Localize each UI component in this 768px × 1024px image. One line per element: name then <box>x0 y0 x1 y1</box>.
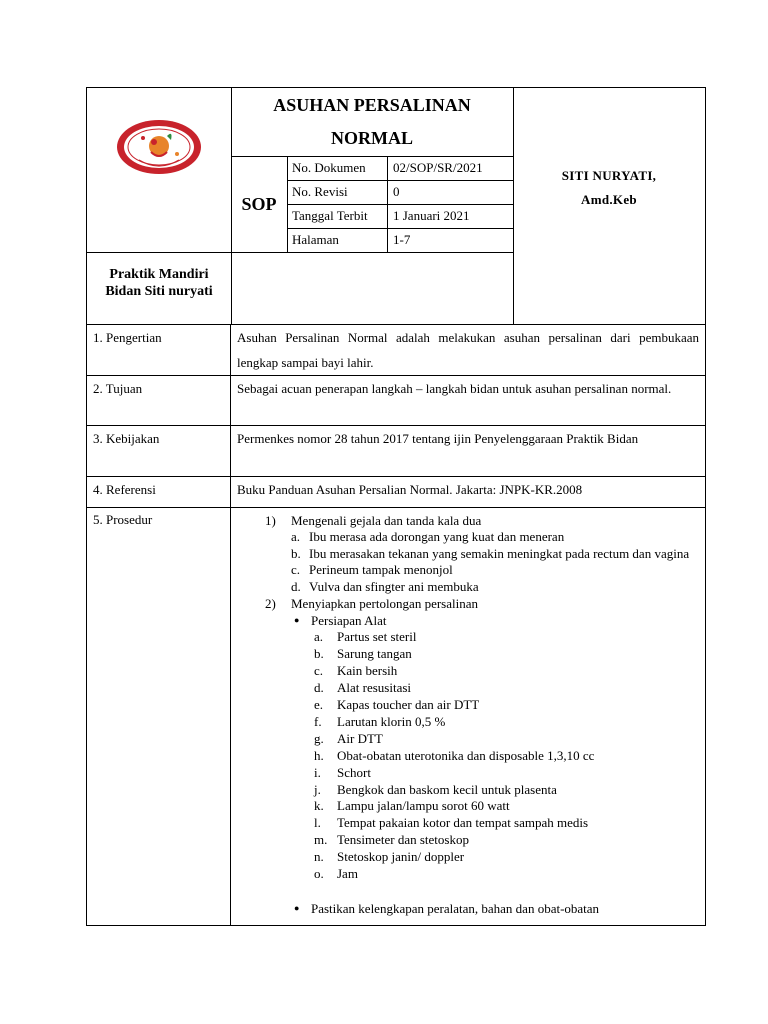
list-item <box>314 697 699 714</box>
meta-row <box>287 156 513 180</box>
item-marker: c. <box>314 663 324 679</box>
item-text: Jam <box>337 866 358 882</box>
list-item <box>314 663 699 680</box>
spacer <box>311 883 699 900</box>
list-item <box>314 764 699 782</box>
procedure-steps <box>237 512 699 917</box>
title-line: ASUHAN PERSALINAN <box>273 95 471 115</box>
item-text: Alat resusitasi <box>337 680 412 696</box>
item-text: Kain bersih <box>337 663 398 679</box>
item-text: Lampu jalan/lampu sorot 60 watt <box>337 798 510 814</box>
list-item <box>314 646 699 663</box>
meta-value: 1 Januari 2021 <box>393 208 470 223</box>
meta-key: No. Revisi <box>292 184 348 199</box>
section-label: 1. Pengertian <box>87 325 231 375</box>
ibi-logo-icon <box>115 118 203 176</box>
list-item <box>314 730 699 748</box>
item-marker: j. <box>314 781 321 797</box>
item-text: Schort <box>337 764 371 780</box>
item-text: Vulva dan sfingter ani membuka <box>309 578 479 594</box>
item-text: Partus set steril <box>337 629 417 645</box>
meta-row <box>287 180 513 204</box>
procedure-content <box>231 508 705 925</box>
meta-key: Tanggal Terbit <box>292 208 368 223</box>
step-number: 2) <box>265 596 276 612</box>
list-item <box>314 798 699 815</box>
section-label: 4. Referensi <box>87 477 231 507</box>
item-marker: o. <box>314 866 324 882</box>
item-text: Stetoskop janin/ doppler <box>337 849 465 865</box>
bullet-item <box>294 612 699 900</box>
section-label: 3. Kebijakan <box>87 426 231 476</box>
sop-document <box>86 87 706 926</box>
meta-key: Halaman <box>292 232 339 247</box>
item-text: Ibu merasa ada dorongan yang kuat dan meneran <box>309 529 565 544</box>
list-item <box>314 866 699 883</box>
divider <box>87 252 231 253</box>
item-marker: f. <box>314 713 322 729</box>
step-text: Mengenali gejala dan tanda kala dua <box>291 513 482 528</box>
item-text: Tensimeter dan stetoskop <box>337 832 469 848</box>
item-marker: a. <box>314 629 324 645</box>
author-block <box>513 156 705 212</box>
meta-row <box>287 204 513 228</box>
section-row <box>86 376 706 426</box>
bullet-icon: ● <box>294 615 300 626</box>
item-marker: b. <box>314 646 324 662</box>
section-row-prosedur <box>86 508 706 926</box>
divider <box>231 252 513 253</box>
list-item <box>291 562 699 579</box>
procedure-step <box>265 595 699 917</box>
procedure-step <box>265 512 699 595</box>
item-text: Larutan klorin 0,5 % <box>337 713 446 729</box>
author-title: Amd.Keb <box>581 192 637 207</box>
list-item <box>314 680 699 697</box>
title-line: NORMAL <box>331 128 413 148</box>
item-marker: m. <box>314 832 328 848</box>
section-label: 2. Tujuan <box>87 376 231 425</box>
bullet-item <box>294 900 699 917</box>
item-marker: l. <box>314 815 321 831</box>
sop-label: SOP <box>241 193 277 214</box>
item-marker: d. <box>291 578 301 594</box>
meta-value: 0 <box>393 184 400 199</box>
section-label: 5. Prosedur <box>87 508 231 925</box>
item-text: Sarung tangan <box>337 646 412 662</box>
list-item <box>314 629 699 646</box>
list-item <box>314 832 699 849</box>
meta-value: 1-7 <box>393 232 411 247</box>
clinic-line: Bidan Siti nuryati <box>105 284 213 299</box>
clinic-line: Praktik Mandiri <box>109 267 209 282</box>
section-text: Asuhan Persalinan Normal adalah melakukan asuhan persalinan dari pembukaan lengkap sampai bayi lahir. <box>237 330 699 370</box>
meta-value: 02/SOP/SR/2021 <box>393 160 483 175</box>
list-item <box>314 747 699 765</box>
meta-key: No. Dokumen <box>292 160 366 175</box>
item-marker: a. <box>291 529 301 544</box>
list-item <box>314 713 699 731</box>
item-marker: d. <box>314 680 324 696</box>
item-text: Ibu merasakan tekanan yang semakin meningkat pada rectum dan vagina <box>309 545 690 561</box>
clinic-name <box>87 266 231 300</box>
list-item <box>314 815 699 832</box>
item-marker: h. <box>314 747 324 763</box>
item-marker: c. <box>291 562 301 578</box>
step-items <box>291 529 699 595</box>
list-item <box>291 529 699 546</box>
author-name: SITI NURYATI, <box>561 168 657 183</box>
document-title <box>231 88 513 156</box>
bullet-list <box>291 612 699 917</box>
equipment-list <box>311 629 699 883</box>
item-marker: g. <box>314 730 324 746</box>
list-item <box>314 849 699 866</box>
sop-header <box>86 87 706 325</box>
meta-row <box>287 228 513 252</box>
item-text: Obat-obatan uterotonika dan disposable 1,3,10 cc <box>337 747 595 763</box>
section-text: Buku Panduan Asuhan Persalian Normal. Jakarta: JNPK-KR.2008 <box>237 482 583 497</box>
list-item <box>291 545 699 563</box>
list-item <box>291 578 699 596</box>
item-text: Air DTT <box>337 730 383 746</box>
step-number: 1) <box>265 513 276 528</box>
item-marker: k. <box>314 798 324 814</box>
bullet-icon: ● <box>294 902 300 913</box>
item-text: Kapas toucher dan air DTT <box>337 697 480 712</box>
section-text: Sebagai acuan penerapan langkah – langkah bidan untuk asuhan persalinan normal. <box>237 381 672 396</box>
item-marker: i. <box>314 764 321 780</box>
bullet-text: Pastikan kelengkapan peralatan, bahan dan obat-obatan <box>311 900 600 916</box>
item-text: Perineum tampak menonjol <box>309 562 453 578</box>
section-row <box>86 325 706 376</box>
item-marker: e. <box>314 697 324 712</box>
list-item <box>314 781 699 799</box>
item-text: Tempat pakaian kotor dan tempat sampah medis <box>337 815 589 831</box>
section-row <box>86 426 706 477</box>
section-row <box>86 477 706 508</box>
item-text: Bengkok dan baskom kecil untuk plasenta <box>337 781 557 797</box>
bullet-text: Persiapan Alat <box>311 613 387 629</box>
item-marker: b. <box>291 545 301 561</box>
step-text: Menyiapkan pertolongan persalinan <box>291 596 478 612</box>
item-marker: n. <box>314 849 324 865</box>
ibi-logo <box>115 118 203 176</box>
section-text: Permenkes nomor 28 tahun 2017 tentang ijin Penyelenggaraan Praktik Bidan <box>237 431 639 446</box>
